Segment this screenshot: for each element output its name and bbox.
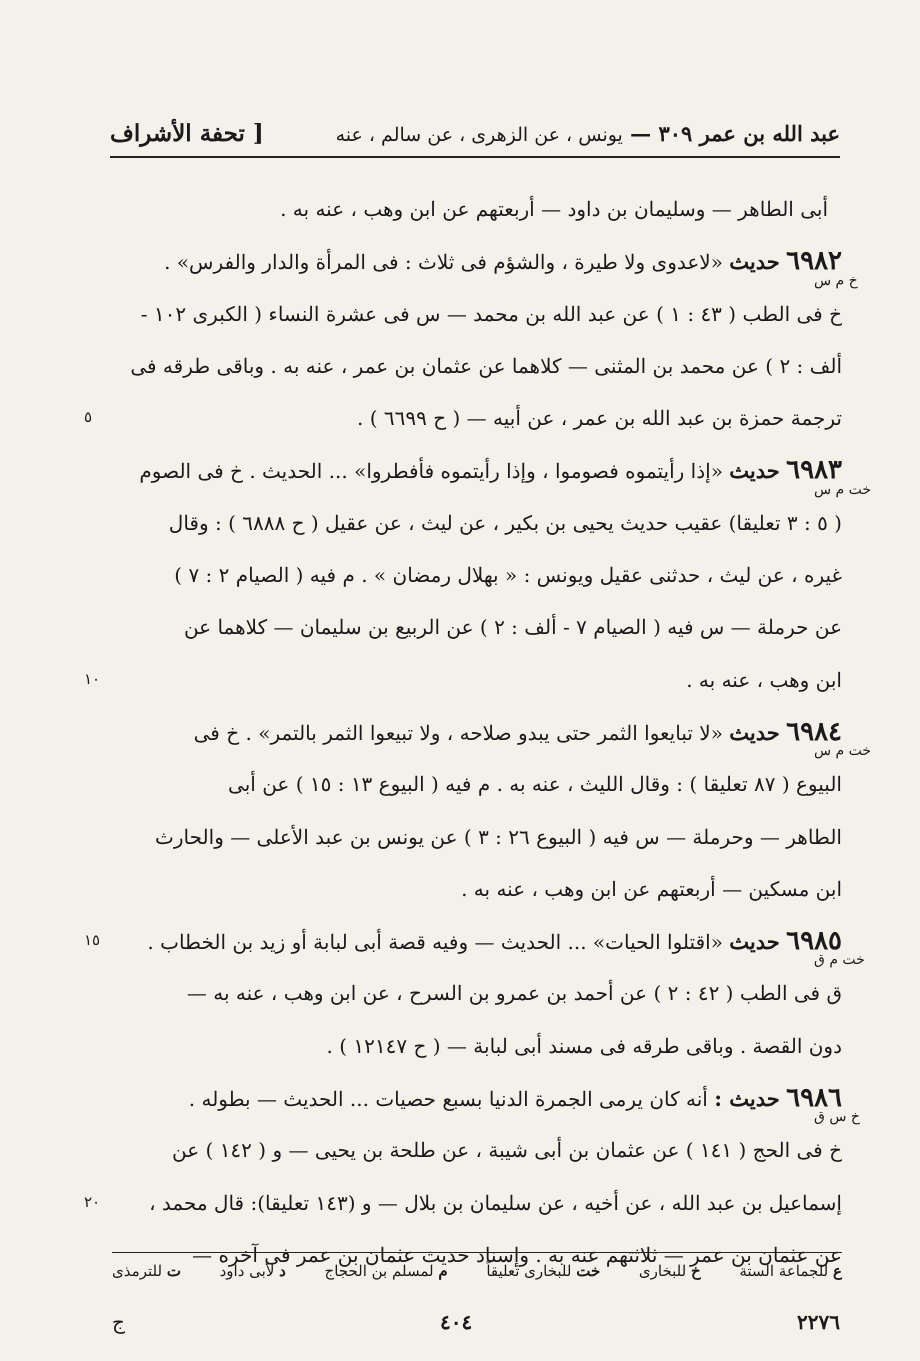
legend-label: لمسلم بن الحجاج [324,1262,434,1280]
legend-entry [486,1262,600,1292]
legend-entry [325,1262,448,1292]
legend-label: للبخارى [638,1262,687,1280]
line-text: ترجمة حمزة بن عبد الله بن عمر ، عن أبيه — ( ح ٦٦٩٩ ) . [357,406,842,431]
hadith-keyword: حديث [729,719,780,745]
legend-entry [639,1262,701,1292]
line-text: دون القصة . وباقى طرقه فى مسند أبى لبابة — ( ح ١٢١٤٧ ) . [326,1033,842,1058]
hadith-keyword: حديث [729,458,780,484]
legend-label: للجماعة الستة [739,1262,829,1280]
hadith-number-footer: ٢٢٧٦ [797,1310,840,1334]
hadith-number: ٦٩٨٦ [786,1083,842,1114]
legend-sigla: خ [691,1262,701,1280]
book-title: [ تحفة الأشراف [110,119,264,147]
text-line [112,235,842,287]
text-line [112,863,842,915]
hadith-number: ٦٩٨٥ [786,926,842,957]
line-text: غيره ، عن ليث ، حدثنى عقيل ويونس : « بهلال رمضان » . م فيه ( الصيام ٢ : ٧ ) [174,563,842,588]
margin-line-number: ٢٠ [84,1192,101,1211]
legend-sigla: خت [576,1262,601,1280]
running-header [110,110,840,158]
sigla-marker: خ م س [814,272,858,289]
margin-line-number: ١٥ [84,931,101,950]
text-line [112,952,865,1019]
text-line [112,811,842,863]
line-text: ابن مسكين — أربعتهم عن ابن وهب ، عنه به . [461,876,842,901]
text-line [112,915,842,967]
text-line [112,1020,842,1072]
legend-label: لأبى داود [219,1262,275,1280]
line-text: الطاهر — وحرملة — س فيه ( البيوع ٢٦ : ٣ ) عن يونس بن عبد الأعلى — والحارث [155,824,842,849]
legend-label: للبخارى تعليقاً [486,1262,572,1280]
legend-sigla: ع [833,1262,842,1280]
line-text: إسماعيل بن عبد الله ، عن أخيه ، عن سليمان بن بلال — و (١٤٣ تعليقا): قال محمد ، [149,1190,842,1215]
line-text: «إذا رأيتموه فصوموا ، وإذا رأيتموه فأفطروا» ... الحديث . خ فى الصوم [139,459,723,484]
running-title-text: عبد الله بن عمر ٣٠٩ — [630,120,840,146]
legend-sigla: ت [166,1262,181,1280]
line-text: البيوع ( ٨٧ تعليقا ) : وقال الليث ، عنه به . م فيه ( البيوع ١٣ : ١٥ ) عن أبى [228,772,842,797]
text-line [112,444,842,496]
footer-rule [112,1252,842,1253]
sigla-marker: خت م س [814,743,872,760]
line-text: «اقتلوا الحيات» ... الحديث — وفيه قصة أبى لبابة أو زيد بن الخطاب . [147,930,723,955]
line-text: أنه كان يرمى الجمرة الدنيا بسبع حصيات ... الحديث — بطوله . [188,1087,708,1112]
line-text: ق فى الطب ( ٤٢ : ٢ ) عن أحمد بن عمرو بن السرح ، عن ابن وهب ، عنه به — [186,981,842,1006]
margin-line-number: ٥ [84,408,93,427]
text-body [112,183,872,1281]
margin-line-number: ١٠ [84,669,101,688]
hadith-keyword: حديث [729,929,780,955]
text-line [112,654,842,706]
line-text: «لاعدوى ولا طيرة ، والشؤم فى ثلاث : فى المرأة والدار والفرس» . [164,250,723,275]
legend-entry [112,1262,181,1292]
text-line [112,706,842,758]
signature-mark: ج [112,1310,125,1334]
line-text: عن عثمان بن عمر — ثلاثتهم عنه به . وإسناد حديث عثمان بن عمر فى آخره — [192,1242,842,1267]
sigla-marker: خت م ق [814,952,865,969]
running-chain: يونس ، عن الزهرى ، عن سالم ، عنه [335,123,623,146]
text-line [112,1177,842,1229]
running-title [336,121,840,146]
text-line [112,340,842,392]
text-line [112,1072,842,1124]
hadith-number: ٦٩٨٢ [786,246,842,277]
text-line [112,601,842,653]
sigla-legend [112,1262,842,1292]
legend-entry [220,1262,286,1292]
hadith-keyword: حديث [729,249,780,275]
line-text: عن حرملة — س فيه ( الصيام ٧ - ألف : ٢ ) عن الربيع بن سليمان — كلاهما عن [183,615,842,640]
text-line [112,272,858,340]
legend-sigla: م [438,1262,448,1280]
text-line [112,392,842,444]
sigla-marker: خ س ق [814,1109,860,1126]
legend-sigla: د [279,1262,286,1280]
text-line [112,1109,860,1176]
legend-entry [739,1262,842,1292]
legend-label: للترمذى [112,1262,163,1280]
hadith-keyword: حديث : [714,1086,780,1112]
line-text: خ فى الطب ( ٤٣ : ١ ) عن عبد الله بن محمد — س فى عشرة النساء ( الكبرى ١٠٢ - [140,301,842,326]
page-number: ٤٠٤ [440,1310,473,1334]
text-line [112,183,842,235]
line-text: «لا تبايعوا الثمر حتى يبدو صلاحه ، ولا تبيعوا الثمر بالتمر» . خ فى [193,720,723,745]
sigla-marker: خت م س [814,481,872,498]
text-line [112,743,872,810]
hadith-number: ٦٩٨٣ [786,455,842,486]
text-line [112,549,842,601]
line-text: ألف : ٢ ) عن محمد بن المثنى — كلاهما عن عثمان بن عمر ، عنه به . وباقى طرقه فى [130,353,842,378]
line-text: أبى الطاهر — وسليمان بن داود — أربعتهم عن ابن وهب ، عنه به . [280,197,828,221]
line-text: خ فى الحج ( ١٤١ ) عن عثمان بن أبى شيبة ، عن طلحة بن يحيى — و ( ١٤٢ ) عن [172,1138,842,1163]
line-text: ( ٥ : ٣ تعليقا) عقيب حديث يحيى بن بكير ، عن ليث ، عن عقيل ( ح ٦٨٨٨ ) : وقال [168,510,842,535]
text-line [112,481,872,549]
hadith-number: ٦٩٨٤ [786,716,842,747]
line-text: ابن وهب ، عنه به . [686,667,842,692]
